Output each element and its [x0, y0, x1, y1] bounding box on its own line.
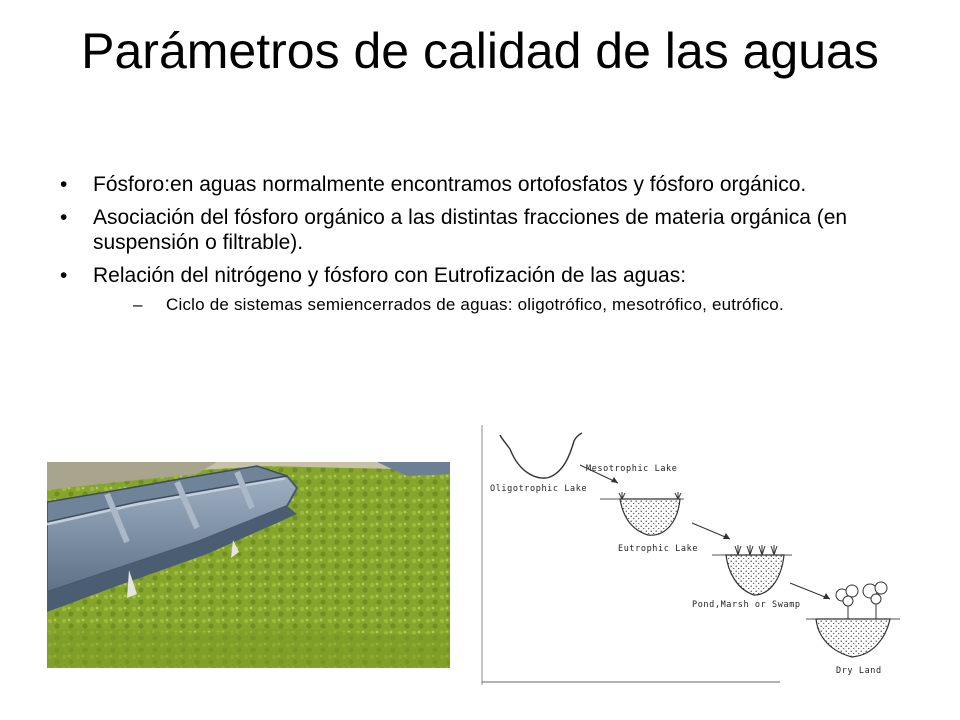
slide-title: Parámetros de calidad de las aguas: [81, 23, 879, 79]
bullet-text: Relación del nitrógeno y fósforo con Eutrofización de las aguas:: [93, 264, 687, 287]
bullet-list: [60, 172, 910, 323]
mesotrophic-lake-label: Mesotrophic Lake: [586, 464, 678, 474]
dry-land-label: Dry Land: [836, 666, 882, 676]
bullet-text: Asociación del fósforo orgánico a las distintas fracciones de materia orgánica (en suspensión o filtrable).: [93, 206, 848, 254]
sub-bullet-text: Ciclo de sistemas semiencerrados de aguas: oligotrófico, mesotrófico, eutrófico.: [166, 295, 784, 314]
oligotrophic-lake-label: Oligotrophic Lake: [490, 484, 588, 494]
sub-bullet-marker: –: [133, 295, 143, 314]
bullet-item-asociacion: [60, 205, 910, 255]
bullet-item-fosforo: [60, 172, 910, 197]
bullet-marker: •: [60, 173, 68, 196]
eutrophication-photo: [47, 462, 450, 668]
sub-bullet-item: [93, 294, 910, 315]
bullet-marker: •: [60, 206, 68, 229]
bullet-text: Fósforo:en aguas normalmente encontramos ortofosfatos y fósforo orgánico.: [93, 173, 807, 196]
pond-marsh-swamp-label: Pond,Marsh or Swamp: [692, 600, 801, 610]
bullet-item-relacion: [60, 263, 910, 315]
bullet-marker: •: [60, 264, 68, 287]
eutrophic-lake-label: Eutrophic Lake: [618, 544, 699, 554]
lake-succession-diagram: [480, 425, 920, 685]
